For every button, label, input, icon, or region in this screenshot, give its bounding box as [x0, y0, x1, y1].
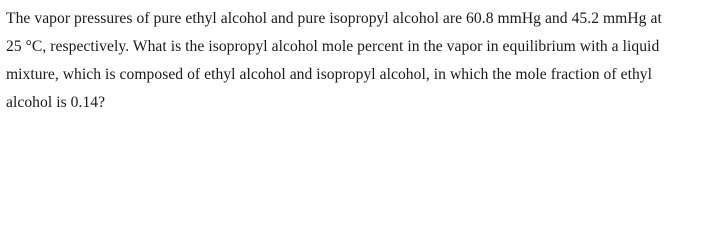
question-line-1: The vapor pressures of pure ethyl alcohol and pure isopropyl alcohol are 60.8 mmHg and 45.2 mmHg at: [6, 10, 662, 27]
question-line-3: mixture, which is composed of ethyl alcohol and isopropyl alcohol, in which the mole fraction of ethyl: [6, 66, 653, 83]
question-text: [6, 5, 714, 117]
question-line-2: 25 °C, respectively. What is the isopropyl alcohol mole percent in the vapor in equilibrium with a liquid: [6, 38, 660, 55]
question-line-4: alcohol is 0.14?: [6, 94, 106, 111]
